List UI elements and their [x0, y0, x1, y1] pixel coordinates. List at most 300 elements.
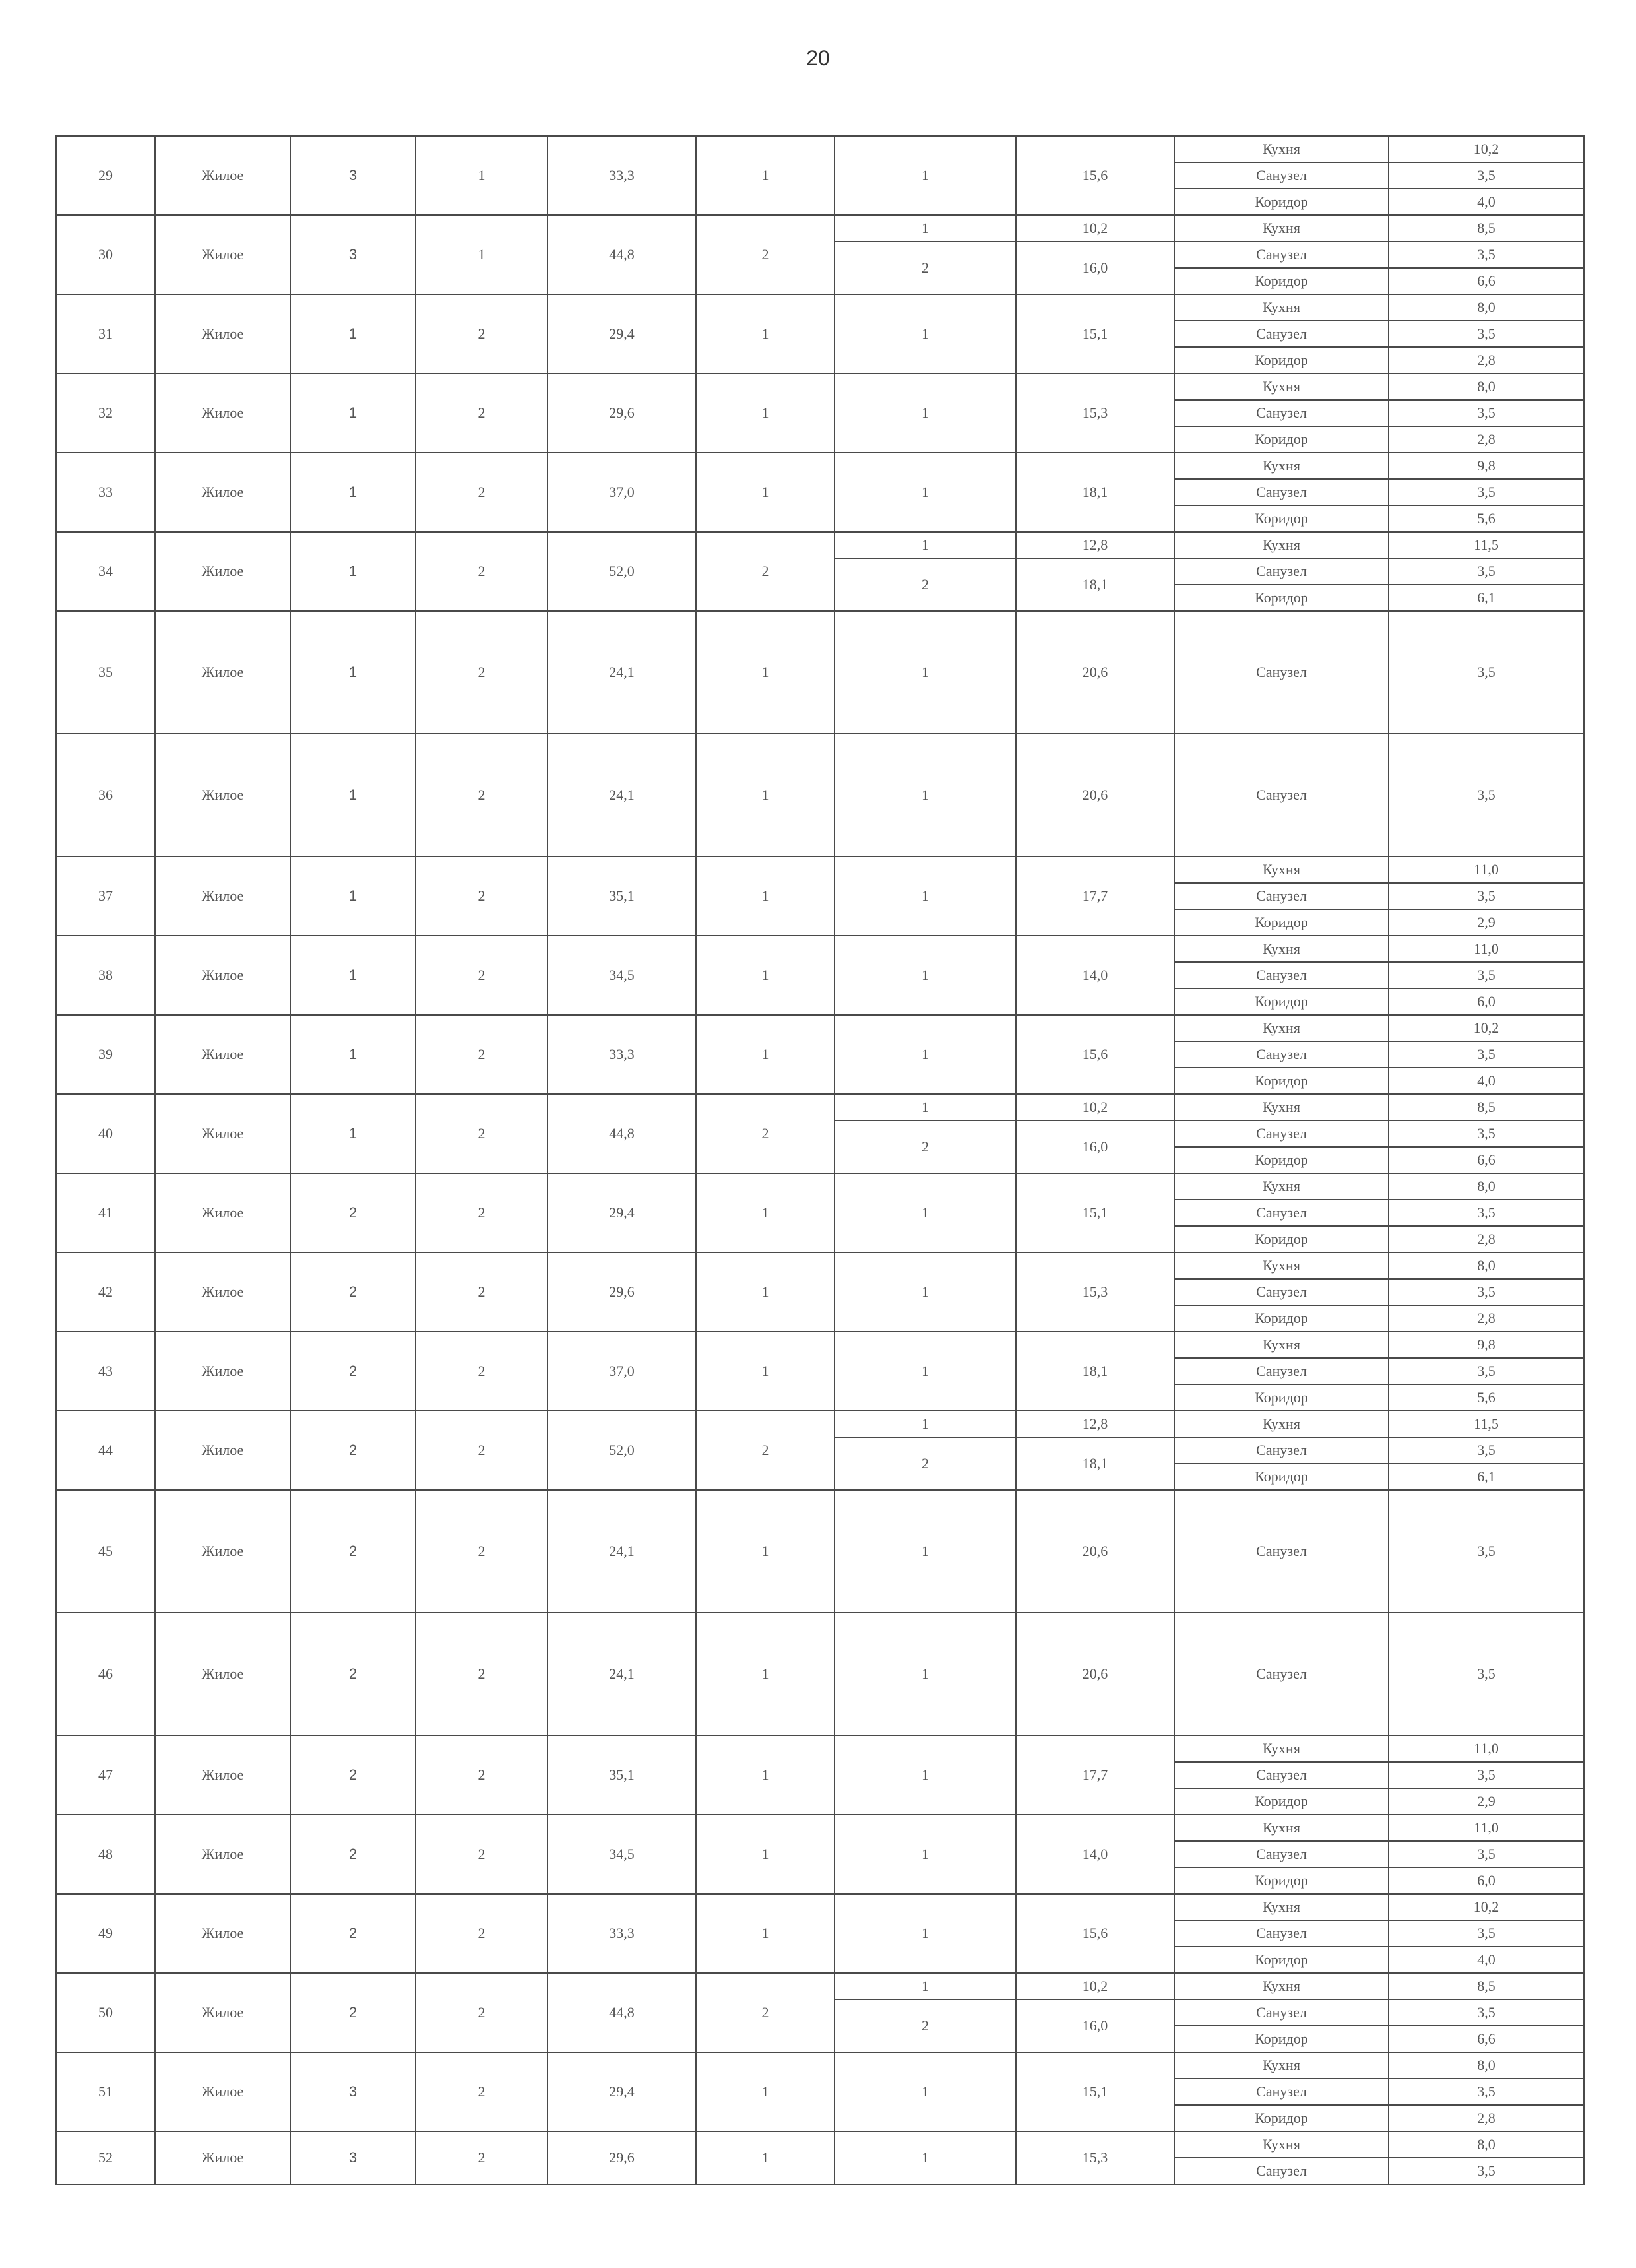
aux-room-name: Коридор	[1174, 1384, 1389, 1411]
aux-room-area: 8,0	[1389, 294, 1584, 321]
total-area: 35,1	[548, 857, 696, 936]
section-number: 2	[416, 1094, 548, 1173]
living-room-area: 14,0	[1016, 1815, 1174, 1894]
apartment-type: Жилое	[155, 734, 290, 857]
living-rooms-count: 1	[696, 2052, 834, 2131]
aux-room-area: 11,0	[1389, 936, 1584, 962]
total-area: 44,8	[548, 1973, 696, 2052]
aux-room-area: 6,1	[1389, 1464, 1584, 1490]
floor-number: 1	[290, 1094, 416, 1173]
section-number: 2	[416, 373, 548, 453]
floor-number: 1	[290, 1015, 416, 1094]
aux-room-name: Санузел	[1174, 1200, 1389, 1226]
living-room-number: 2	[834, 1120, 1016, 1173]
aux-room-name: Кухня	[1174, 1094, 1389, 1120]
aux-room-area: 10,2	[1389, 1894, 1584, 1920]
table-row	[56, 453, 1584, 479]
aux-room-name: Коридор	[1174, 1788, 1389, 1815]
table-row	[56, 1015, 1584, 1041]
aux-room-area: 8,5	[1389, 1973, 1584, 1999]
aux-room-area: 3,5	[1389, 734, 1584, 857]
living-room-number: 1	[834, 2131, 1016, 2184]
floor-number: 2	[290, 1815, 416, 1894]
apartment-number: 50	[56, 1973, 155, 2052]
aux-room-name: Кухня	[1174, 1894, 1389, 1920]
aux-room-name: Санузел	[1174, 962, 1389, 988]
total-area: 44,8	[548, 1094, 696, 1173]
living-room-number: 1	[834, 857, 1016, 936]
apartment-number: 32	[56, 373, 155, 453]
living-room-area: 12,8	[1016, 1411, 1174, 1437]
aux-room-area: 8,0	[1389, 2131, 1584, 2158]
aux-room-name: Санузел	[1174, 1920, 1389, 1947]
living-rooms-count: 1	[696, 2131, 834, 2184]
aux-room-name: Санузел	[1174, 1120, 1389, 1147]
living-room-number: 1	[834, 1490, 1016, 1613]
living-room-area: 12,8	[1016, 532, 1174, 558]
aux-room-area: 5,6	[1389, 1384, 1584, 1411]
apartment-type: Жилое	[155, 1894, 290, 1973]
living-rooms-count: 1	[696, 857, 834, 936]
aux-room-name: Санузел	[1174, 1041, 1389, 1068]
living-rooms-count: 2	[696, 1973, 834, 2052]
section-number: 2	[416, 1252, 548, 1332]
living-rooms-count: 1	[696, 453, 834, 532]
floor-number: 1	[290, 532, 416, 611]
aux-room-area: 11,0	[1389, 857, 1584, 883]
aux-room-area: 6,6	[1389, 1147, 1584, 1173]
living-room-area: 17,7	[1016, 1735, 1174, 1815]
aux-room-area: 3,5	[1389, 1358, 1584, 1384]
living-room-area: 15,1	[1016, 294, 1174, 373]
aux-room-name: Коридор	[1174, 347, 1389, 373]
aux-room-name: Кухня	[1174, 1815, 1389, 1841]
floor-number: 2	[290, 1411, 416, 1490]
living-room-number: 1	[834, 1613, 1016, 1735]
total-area: 24,1	[548, 1613, 696, 1735]
living-room-number: 1	[834, 453, 1016, 532]
apartment-number: 36	[56, 734, 155, 857]
aux-room-area: 8,0	[1389, 2052, 1584, 2079]
apartment-type: Жилое	[155, 215, 290, 294]
total-area: 24,1	[548, 734, 696, 857]
aux-room-name: Санузел	[1174, 242, 1389, 268]
aux-room-name: Коридор	[1174, 1305, 1389, 1332]
living-rooms-count: 1	[696, 734, 834, 857]
living-room-area: 16,0	[1016, 1999, 1174, 2052]
living-room-area: 15,3	[1016, 2131, 1174, 2184]
section-number: 2	[416, 734, 548, 857]
aux-room-area: 4,0	[1389, 189, 1584, 215]
apartment-type: Жилое	[155, 1735, 290, 1815]
apartment-number: 34	[56, 532, 155, 611]
floor-number: 2	[290, 1613, 416, 1735]
section-number: 2	[416, 1490, 548, 1613]
aux-room-name: Кухня	[1174, 532, 1389, 558]
aux-room-area: 8,5	[1389, 1094, 1584, 1120]
aux-room-area: 3,5	[1389, 1279, 1584, 1305]
table-row	[56, 1411, 1584, 1437]
living-room-number: 2	[834, 242, 1016, 294]
aux-room-name: Санузел	[1174, 2158, 1389, 2184]
apartment-type: Жилое	[155, 1613, 290, 1735]
aux-room-area: 3,5	[1389, 1613, 1584, 1735]
aux-room-name: Кухня	[1174, 215, 1389, 242]
apartment-type: Жилое	[155, 453, 290, 532]
aux-room-area: 4,0	[1389, 1947, 1584, 1973]
living-room-area: 17,7	[1016, 857, 1174, 936]
aux-room-area: 11,0	[1389, 1815, 1584, 1841]
living-rooms-count: 1	[696, 136, 834, 215]
living-rooms-count: 1	[696, 1173, 834, 1252]
section-number: 2	[416, 1815, 548, 1894]
living-room-number: 2	[834, 558, 1016, 611]
apartment-type: Жилое	[155, 1490, 290, 1613]
aux-room-area: 2,8	[1389, 1226, 1584, 1252]
aux-room-area: 8,0	[1389, 1173, 1584, 1200]
total-area: 29,4	[548, 2052, 696, 2131]
table-row	[56, 1815, 1584, 1841]
living-room-number: 1	[834, 936, 1016, 1015]
page-number: 20	[806, 46, 830, 70]
total-area: 52,0	[548, 1411, 696, 1490]
living-room-area: 16,0	[1016, 242, 1174, 294]
aux-room-area: 9,8	[1389, 453, 1584, 479]
aux-room-name: Кухня	[1174, 857, 1389, 883]
living-rooms-count: 1	[696, 1332, 834, 1411]
living-room-number: 1	[834, 1332, 1016, 1411]
total-area: 37,0	[548, 453, 696, 532]
apartment-number: 33	[56, 453, 155, 532]
floor-number: 2	[290, 1173, 416, 1252]
apartment-type: Жилое	[155, 1815, 290, 1894]
table-row	[56, 1094, 1584, 1120]
aux-room-name: Коридор	[1174, 505, 1389, 532]
table-row	[56, 1173, 1584, 1200]
living-room-area: 14,0	[1016, 936, 1174, 1015]
aux-room-name: Санузел	[1174, 479, 1389, 505]
aux-room-area: 2,9	[1389, 909, 1584, 936]
living-room-area: 20,6	[1016, 1613, 1174, 1735]
table-row	[56, 215, 1584, 242]
apartment-number: 49	[56, 1894, 155, 1973]
table-row	[56, 1252, 1584, 1279]
floor-number: 3	[290, 2131, 416, 2184]
apartment-number: 40	[56, 1094, 155, 1173]
living-rooms-count: 2	[696, 1411, 834, 1490]
aux-room-name: Санузел	[1174, 734, 1389, 857]
total-area: 37,0	[548, 1332, 696, 1411]
living-rooms-count: 1	[696, 1894, 834, 1973]
section-number: 2	[416, 2131, 548, 2184]
apartment-number: 35	[56, 611, 155, 734]
section-number: 2	[416, 857, 548, 936]
aux-room-area: 2,8	[1389, 426, 1584, 453]
aux-room-area: 3,5	[1389, 1490, 1584, 1613]
floor-number: 2	[290, 1332, 416, 1411]
apartment-number: 31	[56, 294, 155, 373]
aux-room-name: Коридор	[1174, 1226, 1389, 1252]
living-rooms-count: 2	[696, 1094, 834, 1173]
aux-room-name: Санузел	[1174, 1358, 1389, 1384]
living-room-number: 2	[834, 1999, 1016, 2052]
aux-room-area: 10,2	[1389, 1015, 1584, 1041]
aux-room-name: Коридор	[1174, 1464, 1389, 1490]
aux-room-area: 3,5	[1389, 1041, 1584, 1068]
floor-number: 1	[290, 373, 416, 453]
aux-room-area: 3,5	[1389, 321, 1584, 347]
living-room-area: 10,2	[1016, 1094, 1174, 1120]
floor-number: 3	[290, 2052, 416, 2131]
section-number: 2	[416, 1015, 548, 1094]
total-area: 52,0	[548, 532, 696, 611]
aux-room-name: Кухня	[1174, 1015, 1389, 1041]
aux-room-area: 3,5	[1389, 242, 1584, 268]
living-room-number: 1	[834, 1411, 1016, 1437]
aux-room-area: 6,0	[1389, 988, 1584, 1015]
living-room-area: 15,3	[1016, 373, 1174, 453]
aux-room-area: 10,2	[1389, 136, 1584, 162]
aux-room-area: 3,5	[1389, 479, 1584, 505]
floor-number: 1	[290, 734, 416, 857]
table-row	[56, 532, 1584, 558]
apartment-number: 46	[56, 1613, 155, 1735]
aux-room-area: 6,0	[1389, 1867, 1584, 1894]
living-room-number: 1	[834, 215, 1016, 242]
living-rooms-count: 1	[696, 1613, 834, 1735]
aux-room-area: 3,5	[1389, 611, 1584, 734]
apartment-number: 39	[56, 1015, 155, 1094]
apartment-type: Жилое	[155, 1252, 290, 1332]
section-number: 2	[416, 1332, 548, 1411]
total-area: 24,1	[548, 611, 696, 734]
aux-room-name: Санузел	[1174, 883, 1389, 909]
aux-room-name: Кухня	[1174, 1411, 1389, 1437]
aux-room-name: Коридор	[1174, 189, 1389, 215]
living-room-area: 15,1	[1016, 2052, 1174, 2131]
aux-room-name: Кухня	[1174, 1735, 1389, 1762]
living-rooms-count: 1	[696, 936, 834, 1015]
section-number: 2	[416, 1894, 548, 1973]
living-rooms-count: 2	[696, 215, 834, 294]
living-room-area: 18,1	[1016, 558, 1174, 611]
apartment-type: Жилое	[155, 1973, 290, 2052]
aux-room-area: 3,5	[1389, 1120, 1584, 1147]
aux-room-area: 3,5	[1389, 2158, 1584, 2184]
aux-room-area: 2,9	[1389, 1788, 1584, 1815]
aux-room-name: Санузел	[1174, 1490, 1389, 1613]
aux-room-name: Кухня	[1174, 2131, 1389, 2158]
aux-room-area: 11,5	[1389, 1411, 1584, 1437]
aux-room-name: Санузел	[1174, 162, 1389, 189]
aux-room-name: Кухня	[1174, 1973, 1389, 1999]
table-row	[56, 2131, 1584, 2158]
table-row	[56, 1490, 1584, 1531]
living-room-area: 15,3	[1016, 1252, 1174, 1332]
living-room-number: 1	[834, 1015, 1016, 1094]
aux-room-area: 6,1	[1389, 585, 1584, 611]
aux-room-name: Санузел	[1174, 558, 1389, 585]
floor-number: 1	[290, 857, 416, 936]
total-area: 33,3	[548, 1015, 696, 1094]
apartment-type: Жилое	[155, 373, 290, 453]
aux-room-area: 3,5	[1389, 1762, 1584, 1788]
living-rooms-count: 1	[696, 611, 834, 734]
apartment-number: 42	[56, 1252, 155, 1332]
total-area: 29,6	[548, 2131, 696, 2184]
aux-room-name: Коридор	[1174, 1867, 1389, 1894]
living-room-number: 1	[834, 294, 1016, 373]
total-area: 24,1	[548, 1490, 696, 1613]
total-area: 34,5	[548, 936, 696, 1015]
aux-room-name: Коридор	[1174, 2026, 1389, 2052]
living-room-number: 1	[834, 532, 1016, 558]
total-area: 35,1	[548, 1735, 696, 1815]
section-number: 2	[416, 611, 548, 734]
table-row	[56, 1894, 1584, 1920]
aux-room-area: 3,5	[1389, 1999, 1584, 2026]
aux-room-name: Кухня	[1174, 1173, 1389, 1200]
table-row	[56, 734, 1584, 775]
living-room-area: 20,6	[1016, 611, 1174, 734]
floor-number: 1	[290, 294, 416, 373]
apartment-number: 38	[56, 936, 155, 1015]
living-room-number: 1	[834, 1252, 1016, 1332]
table-row	[56, 136, 1584, 162]
aux-room-name: Кухня	[1174, 294, 1389, 321]
apartment-type: Жилое	[155, 2131, 290, 2184]
aux-room-area: 2,8	[1389, 347, 1584, 373]
table-row	[56, 1973, 1584, 1999]
living-rooms-count: 1	[696, 294, 834, 373]
living-room-area: 15,1	[1016, 1173, 1174, 1252]
aux-room-name: Коридор	[1174, 426, 1389, 453]
apartment-type: Жилое	[155, 857, 290, 936]
apartment-number: 47	[56, 1735, 155, 1815]
table-row	[56, 373, 1584, 400]
aux-room-area: 3,5	[1389, 1841, 1584, 1867]
table-row	[56, 1613, 1584, 1654]
table-row	[56, 294, 1584, 321]
living-room-area: 18,1	[1016, 453, 1174, 532]
section-number: 2	[416, 1411, 548, 1490]
apartment-number: 52	[56, 2131, 155, 2184]
living-room-area: 15,6	[1016, 136, 1174, 215]
section-number: 2	[416, 453, 548, 532]
living-room-number: 1	[834, 136, 1016, 215]
total-area: 29,4	[548, 294, 696, 373]
living-rooms-count: 1	[696, 1252, 834, 1332]
apartment-type: Жилое	[155, 1094, 290, 1173]
aux-room-name: Коридор	[1174, 2105, 1389, 2131]
living-room-number: 1	[834, 1094, 1016, 1120]
living-rooms-count: 1	[696, 1490, 834, 1613]
section-number: 2	[416, 1173, 548, 1252]
aux-room-area: 3,5	[1389, 883, 1584, 909]
total-area: 34,5	[548, 1815, 696, 1894]
living-room-area: 20,6	[1016, 734, 1174, 857]
aux-room-name: Кухня	[1174, 936, 1389, 962]
living-room-area: 15,6	[1016, 1015, 1174, 1094]
aux-room-area: 9,8	[1389, 1332, 1584, 1358]
aux-room-area: 2,8	[1389, 1305, 1584, 1332]
total-area: 44,8	[548, 215, 696, 294]
apartment-type: Жилое	[155, 1173, 290, 1252]
apartment-number: 37	[56, 857, 155, 936]
apartment-number: 51	[56, 2052, 155, 2131]
aux-room-name: Санузел	[1174, 400, 1389, 426]
apartment-type: Жилое	[155, 2052, 290, 2131]
aux-room-area: 6,6	[1389, 268, 1584, 294]
aux-room-area: 3,5	[1389, 400, 1584, 426]
aux-room-area: 11,5	[1389, 532, 1584, 558]
aux-room-area: 6,6	[1389, 2026, 1584, 2052]
aux-room-name: Санузел	[1174, 1999, 1389, 2026]
section-number: 2	[416, 1613, 548, 1735]
apartment-number: 29	[56, 136, 155, 215]
floor-number: 2	[290, 1735, 416, 1815]
table-row	[56, 1332, 1584, 1358]
aux-room-area: 3,5	[1389, 1437, 1584, 1464]
section-number: 2	[416, 532, 548, 611]
section-number: 2	[416, 936, 548, 1015]
total-area: 33,3	[548, 1894, 696, 1973]
aux-room-area: 3,5	[1389, 2079, 1584, 2105]
aux-room-area: 5,6	[1389, 505, 1584, 532]
aux-room-name: Санузел	[1174, 1437, 1389, 1464]
floor-number: 3	[290, 215, 416, 294]
total-area: 29,6	[548, 373, 696, 453]
table-row	[56, 2052, 1584, 2079]
floor-number: 2	[290, 1894, 416, 1973]
floor-number: 1	[290, 611, 416, 734]
aux-room-name: Санузел	[1174, 1762, 1389, 1788]
living-room-number: 1	[834, 1894, 1016, 1973]
aux-room-area: 3,5	[1389, 162, 1584, 189]
total-area: 33,3	[548, 136, 696, 215]
aux-room-name: Кухня	[1174, 1332, 1389, 1358]
living-room-number: 2	[834, 1437, 1016, 1490]
section-number: 1	[416, 136, 548, 215]
aux-room-name: Коридор	[1174, 1947, 1389, 1973]
floor-number: 1	[290, 453, 416, 532]
section-number: 2	[416, 2052, 548, 2131]
aux-room-name: Санузел	[1174, 1279, 1389, 1305]
aux-room-name: Санузел	[1174, 321, 1389, 347]
aux-room-name: Коридор	[1174, 585, 1389, 611]
aux-room-area: 8,0	[1389, 1252, 1584, 1279]
aux-room-name: Коридор	[1174, 1068, 1389, 1094]
living-room-number: 1	[834, 1173, 1016, 1252]
section-number: 2	[416, 294, 548, 373]
aux-room-name: Санузел	[1174, 2079, 1389, 2105]
table-row	[56, 611, 1584, 652]
floor-number: 2	[290, 1252, 416, 1332]
living-room-number: 1	[834, 611, 1016, 734]
floor-number: 1	[290, 936, 416, 1015]
table-row	[56, 1735, 1584, 1762]
aux-room-name: Кухня	[1174, 1252, 1389, 1279]
total-area: 29,6	[548, 1252, 696, 1332]
living-rooms-count: 1	[696, 1015, 834, 1094]
table-row	[56, 936, 1584, 962]
apartment-type: Жилое	[155, 1015, 290, 1094]
total-area: 29,4	[548, 1173, 696, 1252]
apartment-number: 41	[56, 1173, 155, 1252]
apartment-type: Жилое	[155, 936, 290, 1015]
apartment-type: Жилое	[155, 611, 290, 734]
living-room-number: 1	[834, 1735, 1016, 1815]
